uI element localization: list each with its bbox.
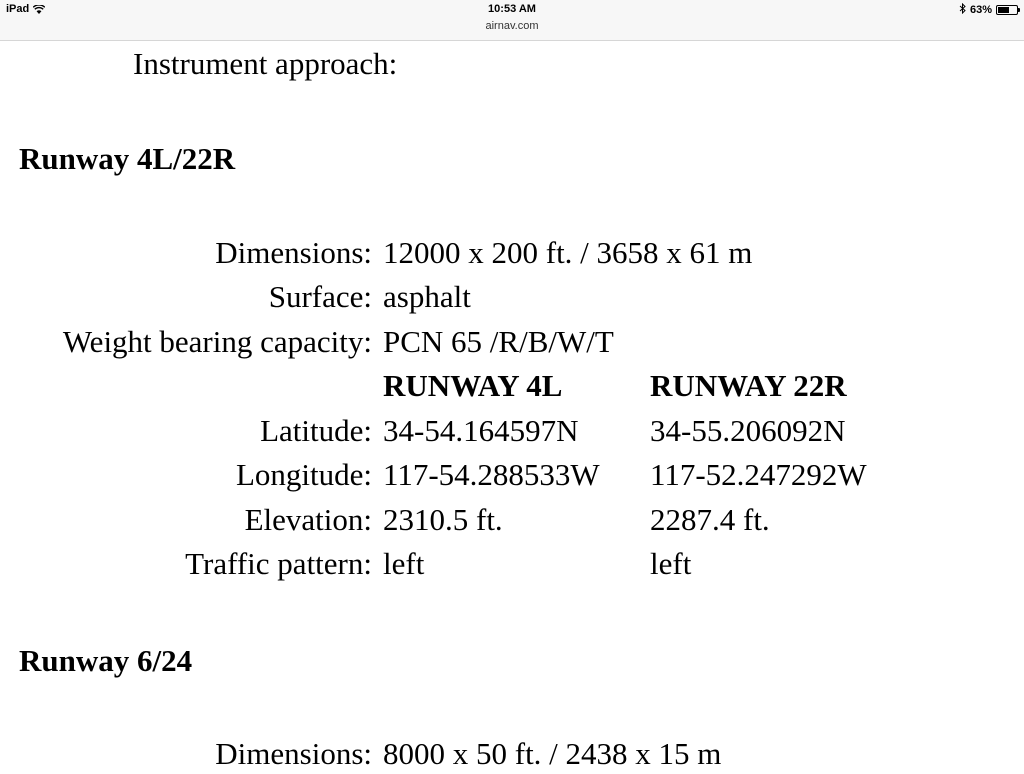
surface-label: Surface: xyxy=(268,279,372,314)
weight-value: PCN 65 /R/B/W/T xyxy=(383,324,614,359)
status-right xyxy=(959,3,1018,17)
traffic-pattern-label: Traffic pattern: xyxy=(185,546,372,581)
battery-icon xyxy=(996,5,1018,15)
dimensions-value: 12000 x 200 ft. / 3658 x 61 m xyxy=(383,235,753,270)
elevation-label: Elevation: xyxy=(244,502,372,537)
elevation-4l: 2310.5 ft. xyxy=(383,502,503,537)
longitude-label: Longitude: xyxy=(235,457,372,492)
runway-4l-header: RUNWAY 4L xyxy=(383,368,563,403)
battery-percent: 63% xyxy=(969,4,992,16)
status-bar xyxy=(0,0,1024,41)
runway-6-24-dimensions-label: Dimensions: xyxy=(215,736,372,771)
dimensions-label: Dimensions: xyxy=(215,235,372,270)
runway-6-24-dimensions-value: 8000 x 50 ft. / 2438 x 15 m xyxy=(383,736,722,771)
latitude-22r: 34-55.206092N xyxy=(650,413,846,448)
latitude-label: Latitude: xyxy=(260,413,372,448)
status-time: 10:53 AM xyxy=(488,3,536,15)
battery-fill xyxy=(998,7,1009,13)
longitude-4l: 117-54.288533W xyxy=(383,457,600,492)
latitude-4l: 34-54.164597N xyxy=(383,413,579,448)
traffic-pattern-4l: left xyxy=(383,546,425,581)
url-bar[interactable]: airnav.com xyxy=(485,20,539,32)
weight-label: Weight bearing capacity: xyxy=(62,324,372,359)
device-name: iPad xyxy=(6,3,30,15)
bluetooth-icon xyxy=(959,3,966,17)
traffic-pattern-22r: left xyxy=(650,546,692,581)
runway-4l-22r-heading: Runway 4L/22R xyxy=(19,141,236,176)
surface-value: asphalt xyxy=(383,279,471,314)
elevation-22r: 2287.4 ft. xyxy=(650,502,770,537)
runway-22r-header: RUNWAY 22R xyxy=(650,368,847,403)
runway-6-24-heading: Runway 6/24 xyxy=(19,643,193,678)
instrument-approach-label: Instrument approach: xyxy=(133,46,398,81)
longitude-22r: 117-52.247292W xyxy=(650,457,867,492)
